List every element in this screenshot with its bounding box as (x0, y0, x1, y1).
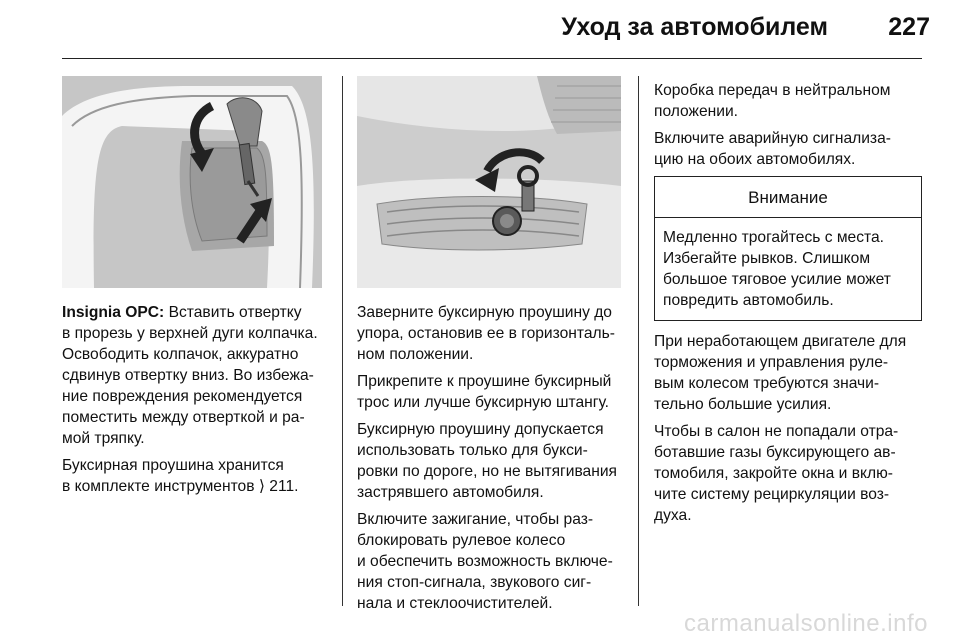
text-line: Буксирную проушину допускается (357, 421, 604, 438)
text-line: ния стоп-сигнала, звукового сиг- (357, 574, 592, 591)
text-line: цию на обоих автомобилях. (654, 151, 856, 168)
text-line: томобиля, закройте окна и вклю- (654, 465, 893, 482)
text-line: поместить между отверткой и ра- (62, 409, 305, 426)
text-line: Заверните буксирную проушину до (357, 304, 612, 321)
text-line: большое тяговое усилие может (663, 271, 891, 288)
header-rule (62, 58, 922, 59)
column-divider-left (342, 76, 343, 606)
text-line: в комплекте инструментов (62, 478, 255, 495)
paragraph (357, 509, 629, 614)
text-line: духа. (654, 507, 692, 524)
text-line: и обеспечить возможность включе- (357, 553, 613, 570)
page-reference-icon: ⟩ (258, 478, 265, 495)
text-line: блокировать рулевое колесо (357, 532, 566, 549)
text-line: ном положении. (357, 346, 474, 363)
screwdriver-cap-drawing (62, 76, 322, 288)
text-line: в прорезь у верхней дуги колпачка. (62, 325, 318, 342)
text-line: Освободить колпачок, аккуратно (62, 346, 299, 363)
paragraph-storage (62, 455, 334, 497)
text-line: сдвинув отвертку вниз. Во избежа- (62, 367, 314, 384)
illustration-towing-eye (357, 76, 621, 288)
notice-box (654, 176, 922, 321)
paragraph (654, 421, 922, 526)
paragraph (654, 331, 922, 415)
text-line: При неработающем двигателе для (654, 333, 907, 350)
text-line: тельно большие усилия. (654, 396, 832, 413)
text-line: ние повреждения рекомендуется (62, 388, 303, 405)
column-divider-right (638, 76, 639, 606)
text-line: положении. (654, 103, 739, 120)
text-line: ботавшие газы буксирующего ав- (654, 444, 896, 461)
text-line: использовать только для букси- (357, 442, 588, 459)
text-line: торможения и управления руле- (654, 354, 889, 371)
paragraph (654, 80, 922, 122)
model-label: Insignia OPC: (62, 304, 165, 321)
text-line: Включите аварийную сигнализа- (654, 130, 891, 147)
notice-title: Внимание (655, 177, 921, 218)
text-line: трос или лучше буксирную штангу. (357, 394, 610, 411)
text-line: упора, остановив ее в горизонталь- (357, 325, 615, 342)
paragraph (654, 128, 922, 170)
text-line: Избегайте рывков. Слишком (663, 250, 871, 267)
text-line: Буксирная проушина хранится (62, 457, 284, 474)
text-line: Коробка передач в нейтральном (654, 82, 891, 99)
column-2 (357, 302, 629, 620)
towing-eye-drawing (357, 76, 621, 288)
paragraph (357, 419, 629, 503)
column-3 (654, 80, 922, 532)
text-line: чите систему рециркуляции воз- (654, 486, 890, 503)
text-line: Включите зажигание, чтобы раз- (357, 511, 594, 528)
text-line: ровки по дороге, но не вытягивания (357, 463, 617, 480)
watermark: carmanualsonline.info (684, 610, 928, 637)
text-line: Чтобы в салон не попадали отра- (654, 423, 899, 440)
paragraph-insignia-opc (62, 302, 334, 449)
text-line: нала и стеклоочистителей. (357, 595, 553, 612)
text-line: застрявшего автомобиля. (357, 484, 544, 501)
page-reference-link[interactable]: 211. (269, 478, 299, 495)
page-number: 227 (888, 13, 930, 41)
header-title: Уход за автомобилем (561, 13, 828, 41)
text-line: повредить автомобиль. (663, 292, 834, 309)
text-line: Медленно трогайтесь с места. (663, 229, 884, 246)
notice-body (655, 218, 921, 320)
paragraph (357, 302, 629, 365)
text-line: Прикрепите к проушине буксирный (357, 373, 612, 390)
column-1 (62, 302, 334, 503)
text-line: мой тряпку. (62, 430, 145, 447)
text-line: Вставить отвертку (168, 304, 302, 321)
paragraph (357, 371, 629, 413)
text-line: вым колесом требуются значи- (654, 375, 880, 392)
illustration-screwdriver-cap (62, 76, 322, 288)
